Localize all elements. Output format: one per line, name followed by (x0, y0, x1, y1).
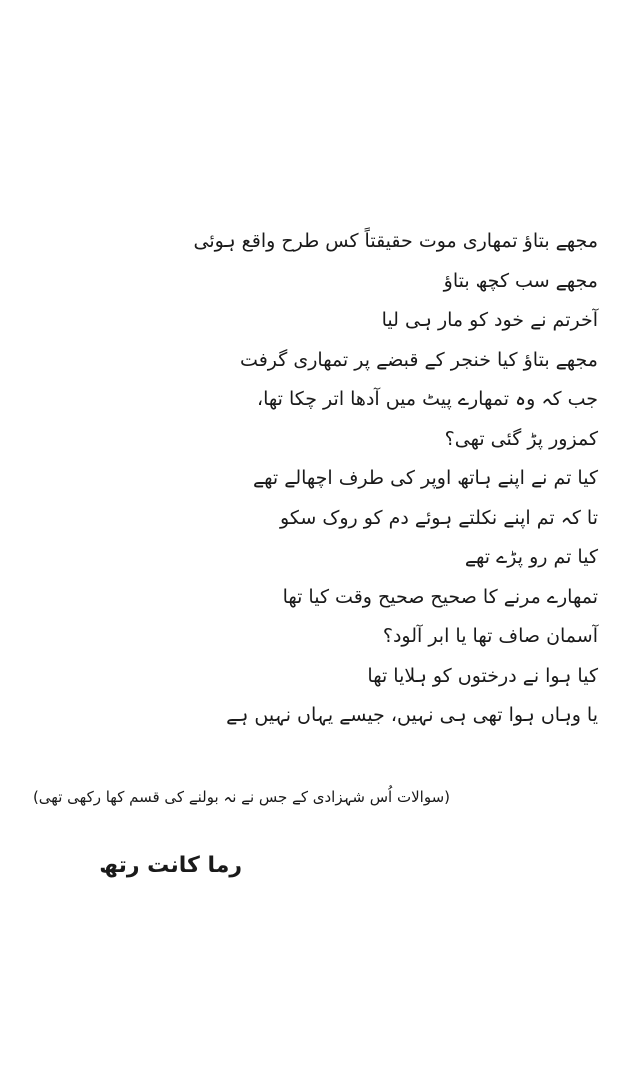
poem-line: مجھے سب کچھ بتاؤ (443, 269, 598, 292)
poem-line: تمھارے مرنے کا صحیح صحیح وقت کیا تھا (282, 585, 598, 608)
poem-line: کیا ہوا نے درختوں کو ہلایا تھا (367, 664, 598, 687)
poem-note: (سوالات اُس شہزادی کے جس نے نہ بولنے کی قسم کھا رکھی تھی) (32, 788, 450, 806)
poem-line: یا وہاں ہوا تھی ہی نہیں، جیسے یہاں نہیں ہے (226, 704, 598, 726)
poem (193, 222, 598, 736)
poem-line: جب کہ وہ تمھارے پیٹ میں آدھا اتر چکا تھا، (256, 388, 598, 410)
poem-line: کمزور پڑ گئی تھی؟ (444, 427, 598, 450)
poem-line: آخرتم نے خود کو مار ہی لیا (381, 309, 598, 331)
poem-line: مجھے بتاؤ تمھاری موت حقیقتاً کس طرح واقع ہوئی (193, 230, 598, 252)
poem-line: تا کہ تم اپنے نکلتے ہوئے دم کو روک سکو (280, 506, 598, 529)
poem-line: کیا تم نے اپنے ہاتھ اوپر کی طرف اچھالے تھے (252, 467, 598, 489)
poem-line: مجھے بتاؤ کیا خنجر کے قبضے پر تمھاری گرفت (240, 348, 598, 371)
poem-line: کیا تم رو پڑے تھے (464, 546, 598, 568)
poem-line: آسمان صاف تھا یا ابر آلود؟ (382, 625, 598, 647)
author-name: رما کانت رتھ (99, 853, 242, 878)
